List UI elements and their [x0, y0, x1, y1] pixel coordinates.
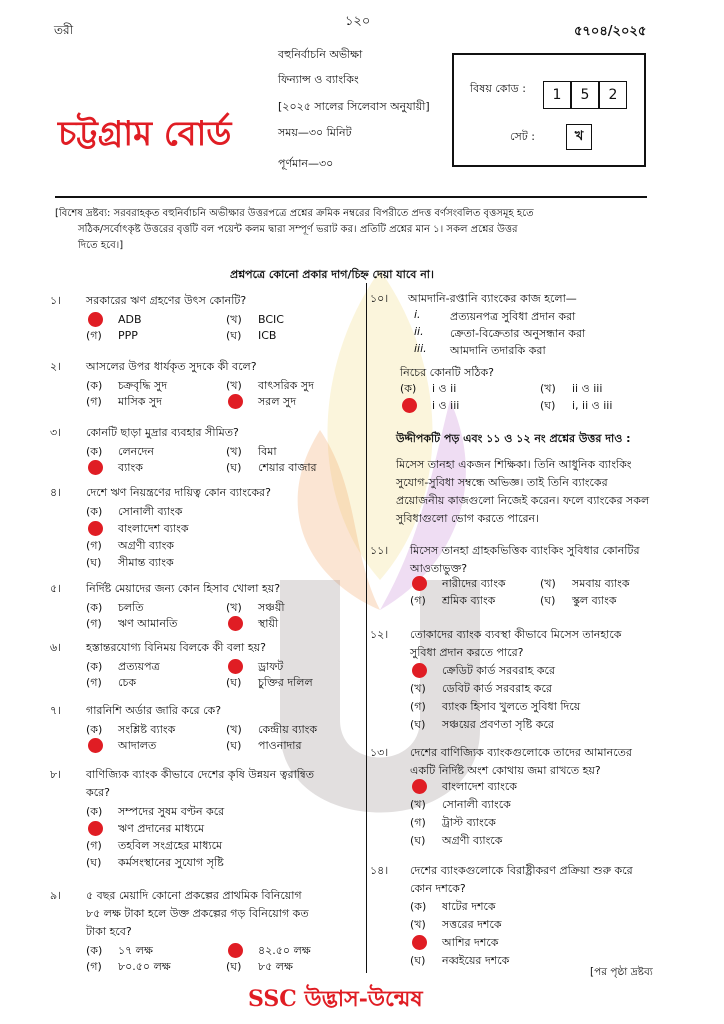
answer-filled-dot	[412, 779, 427, 794]
question-text: কোনটি ছাড়া মুদ্রার ব্যবহার সীমিত?	[86, 426, 239, 439]
question-number: ৬।	[50, 641, 62, 654]
option-label: (গ)	[86, 395, 102, 408]
option-label: (গ)	[86, 839, 102, 852]
question-text: দেশে ঋণ নিয়ন্ত্রণের দায়িত্ব কোন ব্যাংকের?	[86, 486, 271, 499]
question-stem: নিচের কোনটি সঠিক?	[400, 366, 494, 379]
question-text: গারনিশি অর্ডার জারি করে কে?	[86, 704, 222, 717]
code-digit-text: 5	[580, 87, 590, 103]
question-text: দেশের বাণিজ্যিক ব্যাংকগুলোকে তাদের আমানতের	[410, 746, 632, 759]
instruction-line-3: দিতে হবে।]	[78, 240, 124, 251]
option-text: সঞ্চয়ের প্রবণতা সৃষ্টি করে	[442, 718, 554, 731]
question-number: ৮।	[50, 768, 62, 781]
code-digit-3	[599, 81, 627, 109]
set-box	[566, 124, 592, 150]
stimulus-text: মিসেস তানহা একজন শিক্ষিকা। তিনি আধুনিক ব্যাংকিং	[396, 458, 632, 471]
right-question-column	[370, 284, 670, 974]
option-label: (খ)	[226, 379, 242, 392]
stimulus-text: প্রয়োজনীয় কাজগুলো নিজেই করেন। ফলে ব্যাংকের সকল	[396, 494, 650, 507]
question-number: ৫।	[50, 582, 62, 595]
answer-filled-dot	[412, 935, 427, 950]
column-divider	[366, 283, 367, 973]
option-text: ঋণ প্রদানের মাধ্যমে	[118, 822, 205, 835]
question-number: ১১।	[370, 544, 389, 557]
option-label: (খ)	[410, 918, 426, 931]
statement-text: প্রত্যয়নপত্র সুবিধা প্রদান করা	[450, 310, 576, 323]
question-number: ১।	[50, 294, 62, 307]
option-label: (ঘ)	[540, 594, 556, 607]
question-number: ১০।	[370, 292, 389, 305]
subject-code-label: বিষয় কোড :	[470, 82, 526, 95]
left-question-column	[50, 292, 362, 972]
left-tag: তরী	[54, 23, 74, 37]
option-label: (ক)	[410, 900, 427, 913]
answer-filled-dot	[228, 943, 243, 958]
option-label: (ঘ)	[540, 399, 556, 412]
question-text: আওতাভুক্ত?	[410, 562, 468, 575]
option-text: স্থায়ী	[258, 617, 279, 630]
option-text: সংশ্লিষ্ট ব্যাংক	[118, 723, 176, 736]
option-label: (খ)	[540, 577, 556, 590]
code-digit-2	[571, 81, 599, 109]
option-label: (ক)	[86, 805, 103, 818]
reference-code: ৫৭০৪/২০২৫	[574, 24, 647, 39]
option-text: ৮০.৫০ লক্ষ	[118, 960, 171, 973]
option-text: ড্রাফট	[258, 660, 284, 673]
option-text: ADB	[118, 313, 142, 326]
question-text: নির্দিষ্ট মেয়াদের জন্য কোন হিসাব খোলা হয়?	[86, 582, 281, 595]
option-text: অগ্রণী ব্যাংকে	[442, 834, 503, 847]
option-text: ষাটের দশকে	[442, 900, 496, 913]
question-number: ২।	[50, 360, 62, 373]
option-label: (ক)	[86, 601, 103, 614]
syllabus-note: [২০২৫ সালের সিলেবাস অনুযায়ী]	[278, 100, 430, 113]
option-text: ৪২.৫০ লক্ষ	[258, 944, 311, 957]
option-label: (ক)	[86, 944, 103, 957]
option-text: চক্রবৃদ্ধি সুদ	[118, 379, 168, 392]
code-digit-text: 2	[608, 87, 618, 103]
question-number: ১২।	[370, 628, 389, 641]
option-text: সীমান্ত ব্যাংক	[118, 556, 174, 569]
option-text: ব্যাংক হিসাব খুলতে সুবিধা দিয়ে	[442, 700, 581, 713]
statement-roman: iii.	[414, 342, 427, 355]
option-label: (ঘ)	[226, 461, 242, 474]
option-label: (ক)	[86, 445, 103, 458]
question-text: বাণিজ্যিক ব্যাংক কীভাবে দেশের কৃষি উন্নয়ন ত্বরান্বিত	[86, 768, 314, 781]
option-text: চেক	[118, 676, 137, 689]
question-number: ১৪।	[370, 864, 389, 877]
header-divider	[55, 196, 647, 198]
question-number: ১৩।	[370, 746, 389, 759]
option-label: (গ)	[410, 594, 426, 607]
answer-filled-dot	[228, 394, 243, 409]
option-label: (খ)	[410, 682, 426, 695]
answer-filled-dot	[88, 821, 103, 836]
set-value: খ	[574, 129, 584, 144]
option-text: ব্যাংক	[118, 461, 143, 474]
option-label: (ঘ)	[86, 556, 102, 569]
option-label: (ক)	[86, 660, 103, 673]
option-text: i ও iii	[432, 399, 460, 412]
question-text: দেশের ব্যাংকগুলোকে বিরাষ্ট্রীকরণ প্রক্রিয়া শুরু করে	[410, 864, 633, 877]
full-marks: পূর্ণমান—৩০	[278, 157, 334, 170]
option-text: মাসিক সুদ	[118, 395, 162, 408]
question-number: ৩।	[50, 426, 62, 439]
subject-name: ফিন্যান্স ও ব্যাংকিং	[278, 73, 359, 86]
instruction-line-2: সঠিক/সর্বোৎকৃষ্ট উত্তরের বৃত্তটি বল পয়েন্ট কলম দ্বারা সম্পূর্ণ ভরাট কর। প্রতিটি প্রশ্নের মান ১। সকল প্রশ্নের উত্তর	[78, 224, 518, 235]
option-text: i ও ii	[432, 382, 457, 395]
option-label: (ঘ)	[226, 960, 242, 973]
answer-filled-dot	[402, 398, 417, 413]
option-label: (গ)	[86, 676, 102, 689]
option-label: (খ)	[410, 798, 426, 811]
option-text: ৮৫ লক্ষ	[258, 960, 293, 973]
question-text: টাকা হবে?	[86, 925, 132, 938]
option-label: (খ)	[226, 601, 242, 614]
option-label: (গ)	[86, 539, 102, 552]
option-text: নারীদের ব্যাংক	[442, 577, 506, 590]
answer-filled-dot	[412, 663, 427, 678]
option-label: (ঘ)	[86, 856, 102, 869]
option-label: (খ)	[226, 445, 242, 458]
option-text: আদালত	[118, 739, 157, 752]
option-label: (গ)	[86, 960, 102, 973]
answer-filled-dot	[88, 521, 103, 536]
option-text: ডেবিট কার্ড সরবরাহ করে	[442, 682, 552, 695]
option-label: (ক)	[86, 505, 103, 518]
exam-type: বহুনির্বাচনি অভীক্ষা	[278, 48, 363, 61]
option-text: সত্তরের দশকে	[442, 918, 502, 931]
exam-time: সময়—৩০ মিনিট	[278, 126, 352, 139]
statement-text: আমদানি তদারকি করা	[450, 344, 546, 357]
no-mark-notice: প্রশ্নপত্রে কোনো প্রকার দাগ/চিহ্ন দেয়া যাবে না।	[230, 268, 434, 281]
option-text: বাংলাদেশ ব্যাংক	[118, 522, 189, 535]
option-text: ii ও iii	[572, 382, 603, 395]
question-text: মিসেস তানহা গ্রাহকভিত্তিক ব্যাংকিং সুবিধার কোনটির	[410, 544, 640, 557]
option-text: BCIC	[258, 313, 284, 326]
question-text: কোন দশকে?	[410, 882, 466, 895]
option-text: নব্বইয়ের দশকে	[442, 954, 510, 967]
question-text: তোকাদের ব্যাংক ব্যবস্থা কীভাবে মিসেস তানহাকে	[410, 628, 622, 641]
option-label: (খ)	[540, 382, 556, 395]
code-panel	[452, 53, 646, 167]
option-label: (ক)	[400, 382, 417, 395]
question-text: ৫ বছর মেয়াদি কোনো প্রকল্পের প্রাথমিক বিনিয়োগ	[86, 889, 302, 902]
option-text: সমবায় ব্যাংক	[572, 577, 630, 590]
option-label: (ঘ)	[226, 739, 242, 752]
option-text: চুক্তির দলিল	[258, 676, 313, 689]
question-text: আসলের উপর ধার্যকৃত সুদকে কী বলে?	[86, 360, 257, 373]
brand-footer: SSC উদ্ভাস-উন্মেষ	[248, 986, 423, 1012]
option-label: (ক)	[86, 723, 103, 736]
option-label: (গ)	[410, 816, 426, 829]
answer-filled-dot	[88, 738, 103, 753]
code-digit-text: 1	[552, 87, 562, 103]
board-title: চট্টগ্রাম বোর্ড	[58, 114, 232, 154]
option-label: (গ)	[86, 617, 102, 630]
code-digit-1	[543, 81, 571, 109]
option-text: i, ii ও iii	[572, 399, 613, 412]
option-label: (গ)	[86, 329, 102, 342]
option-text: সরল সুদ	[258, 395, 297, 408]
option-text: ঋণ আমানতি	[118, 617, 178, 630]
option-text: পাওনাদার	[258, 739, 302, 752]
option-text: ক্রেডিট কার্ড সরবরাহ করে	[442, 664, 555, 677]
question-text: একটি নির্দিষ্ট অংশ কোথায় জমা রাখতে হয়?	[410, 764, 601, 777]
question-text: আমদানি-রপ্তানি ব্যাংকের কাজ হলো—	[408, 292, 577, 305]
option-text: কর্মসংস্থানের সুযোগ সৃষ্টি	[118, 856, 224, 869]
option-text: সম্পদের সুষম বণ্টন করে	[118, 805, 225, 818]
option-label: (গ)	[410, 700, 426, 713]
option-text: ১৭ লক্ষ	[118, 944, 153, 957]
option-text: সোনালী ব্যাংকে	[442, 798, 511, 811]
option-label: (ক)	[86, 379, 103, 392]
option-label: (ঘ)	[410, 718, 426, 731]
option-label: (ঘ)	[226, 329, 242, 342]
set-label: সেট :	[510, 130, 535, 143]
answer-filled-dot	[228, 616, 243, 631]
question-number: ৭।	[50, 704, 62, 717]
answer-filled-dot	[412, 576, 427, 591]
statement-roman: ii.	[414, 325, 424, 338]
statement-text: ক্রেতা-বিক্রেতার অনুসন্ধান করা	[450, 327, 586, 340]
option-text: কেন্দ্রীয় ব্যাংক	[258, 723, 318, 736]
answer-filled-dot	[228, 659, 243, 674]
option-text: বাৎসরিক সুদ	[258, 379, 314, 392]
answer-filled-dot	[88, 312, 103, 327]
option-label: (খ)	[226, 723, 242, 736]
instruction-line-1: [বিশেষ দ্রষ্টব্য: সরবরাহকৃত বহুনির্বাচনি অভীক্ষার উত্তরপত্রে প্রশ্নের ক্রমিক নম্বরের বিপরীতে প্রদত্ত বর্ণসংবলিত বৃত্তসমূহ হতে	[55, 208, 534, 219]
option-text: সঞ্চয়ী	[258, 601, 285, 614]
option-label: (খ)	[226, 313, 242, 326]
option-text: আশির দশকে	[442, 936, 499, 949]
option-text: বাংলাদেশ ব্যাংকে	[442, 780, 517, 793]
option-text: শ্রমিক ব্যাংক	[442, 594, 496, 607]
option-text: বিমা	[258, 445, 277, 458]
stimulus-text: সুযোগ-সুবিধা সম্বন্ধে অভিজ্ঞ। তাই তিনি ব্যাংকের	[396, 476, 608, 489]
question-text: হস্তান্তরযোগ্য বিনিময় বিলকে কী বলা হয়?	[86, 641, 266, 654]
question-number: ৪।	[50, 486, 62, 499]
option-text: PPP	[118, 329, 138, 342]
option-text: ICB	[258, 329, 277, 342]
option-text: শেয়ার বাজার	[258, 461, 317, 474]
option-label: (ঘ)	[226, 676, 242, 689]
option-label: (ঘ)	[410, 834, 426, 847]
continue-note: [পর পৃষ্ঠা দ্রষ্টব্য	[590, 966, 653, 978]
option-text: সোনালী ব্যাংক	[118, 505, 183, 518]
stimulus-intro: উদ্দীপকটি পড় এবং ১১ ও ১২ নং প্রশ্নের উত্তর দাও :	[396, 432, 631, 445]
question-text: করে?	[86, 786, 111, 799]
question-text: সুবিধা প্রদান করতে পারে?	[410, 646, 524, 659]
option-text: প্রত্যয়পত্র	[118, 660, 160, 673]
page-number: ১২০	[345, 14, 371, 29]
statement-roman: i.	[414, 308, 421, 321]
answer-filled-dot	[88, 460, 103, 475]
option-text: তহবিল সংগ্রহের মাধ্যমে	[118, 839, 223, 852]
question-number: ৯।	[50, 889, 62, 902]
option-text: স্কুল ব্যাংক	[572, 594, 617, 607]
stimulus-text: সুবিধাগুলো ভোগ করতে পারেন।	[396, 512, 540, 525]
option-text: অগ্রণী ব্যাংক	[118, 539, 174, 552]
question-text: সরকারের ঋণ গ্রহণের উৎস কোনটি?	[86, 294, 247, 307]
option-text: চলতি	[118, 601, 144, 614]
question-text: ৮৫ লক্ষ টাকা হলে উক্ত প্রকল্পের গড় বিনিয়োগ কত	[86, 907, 309, 920]
option-label: (ঘ)	[410, 954, 426, 967]
option-text: লেনদেন	[118, 445, 154, 458]
option-text: ট্রাস্ট ব্যাংকে	[442, 816, 496, 829]
